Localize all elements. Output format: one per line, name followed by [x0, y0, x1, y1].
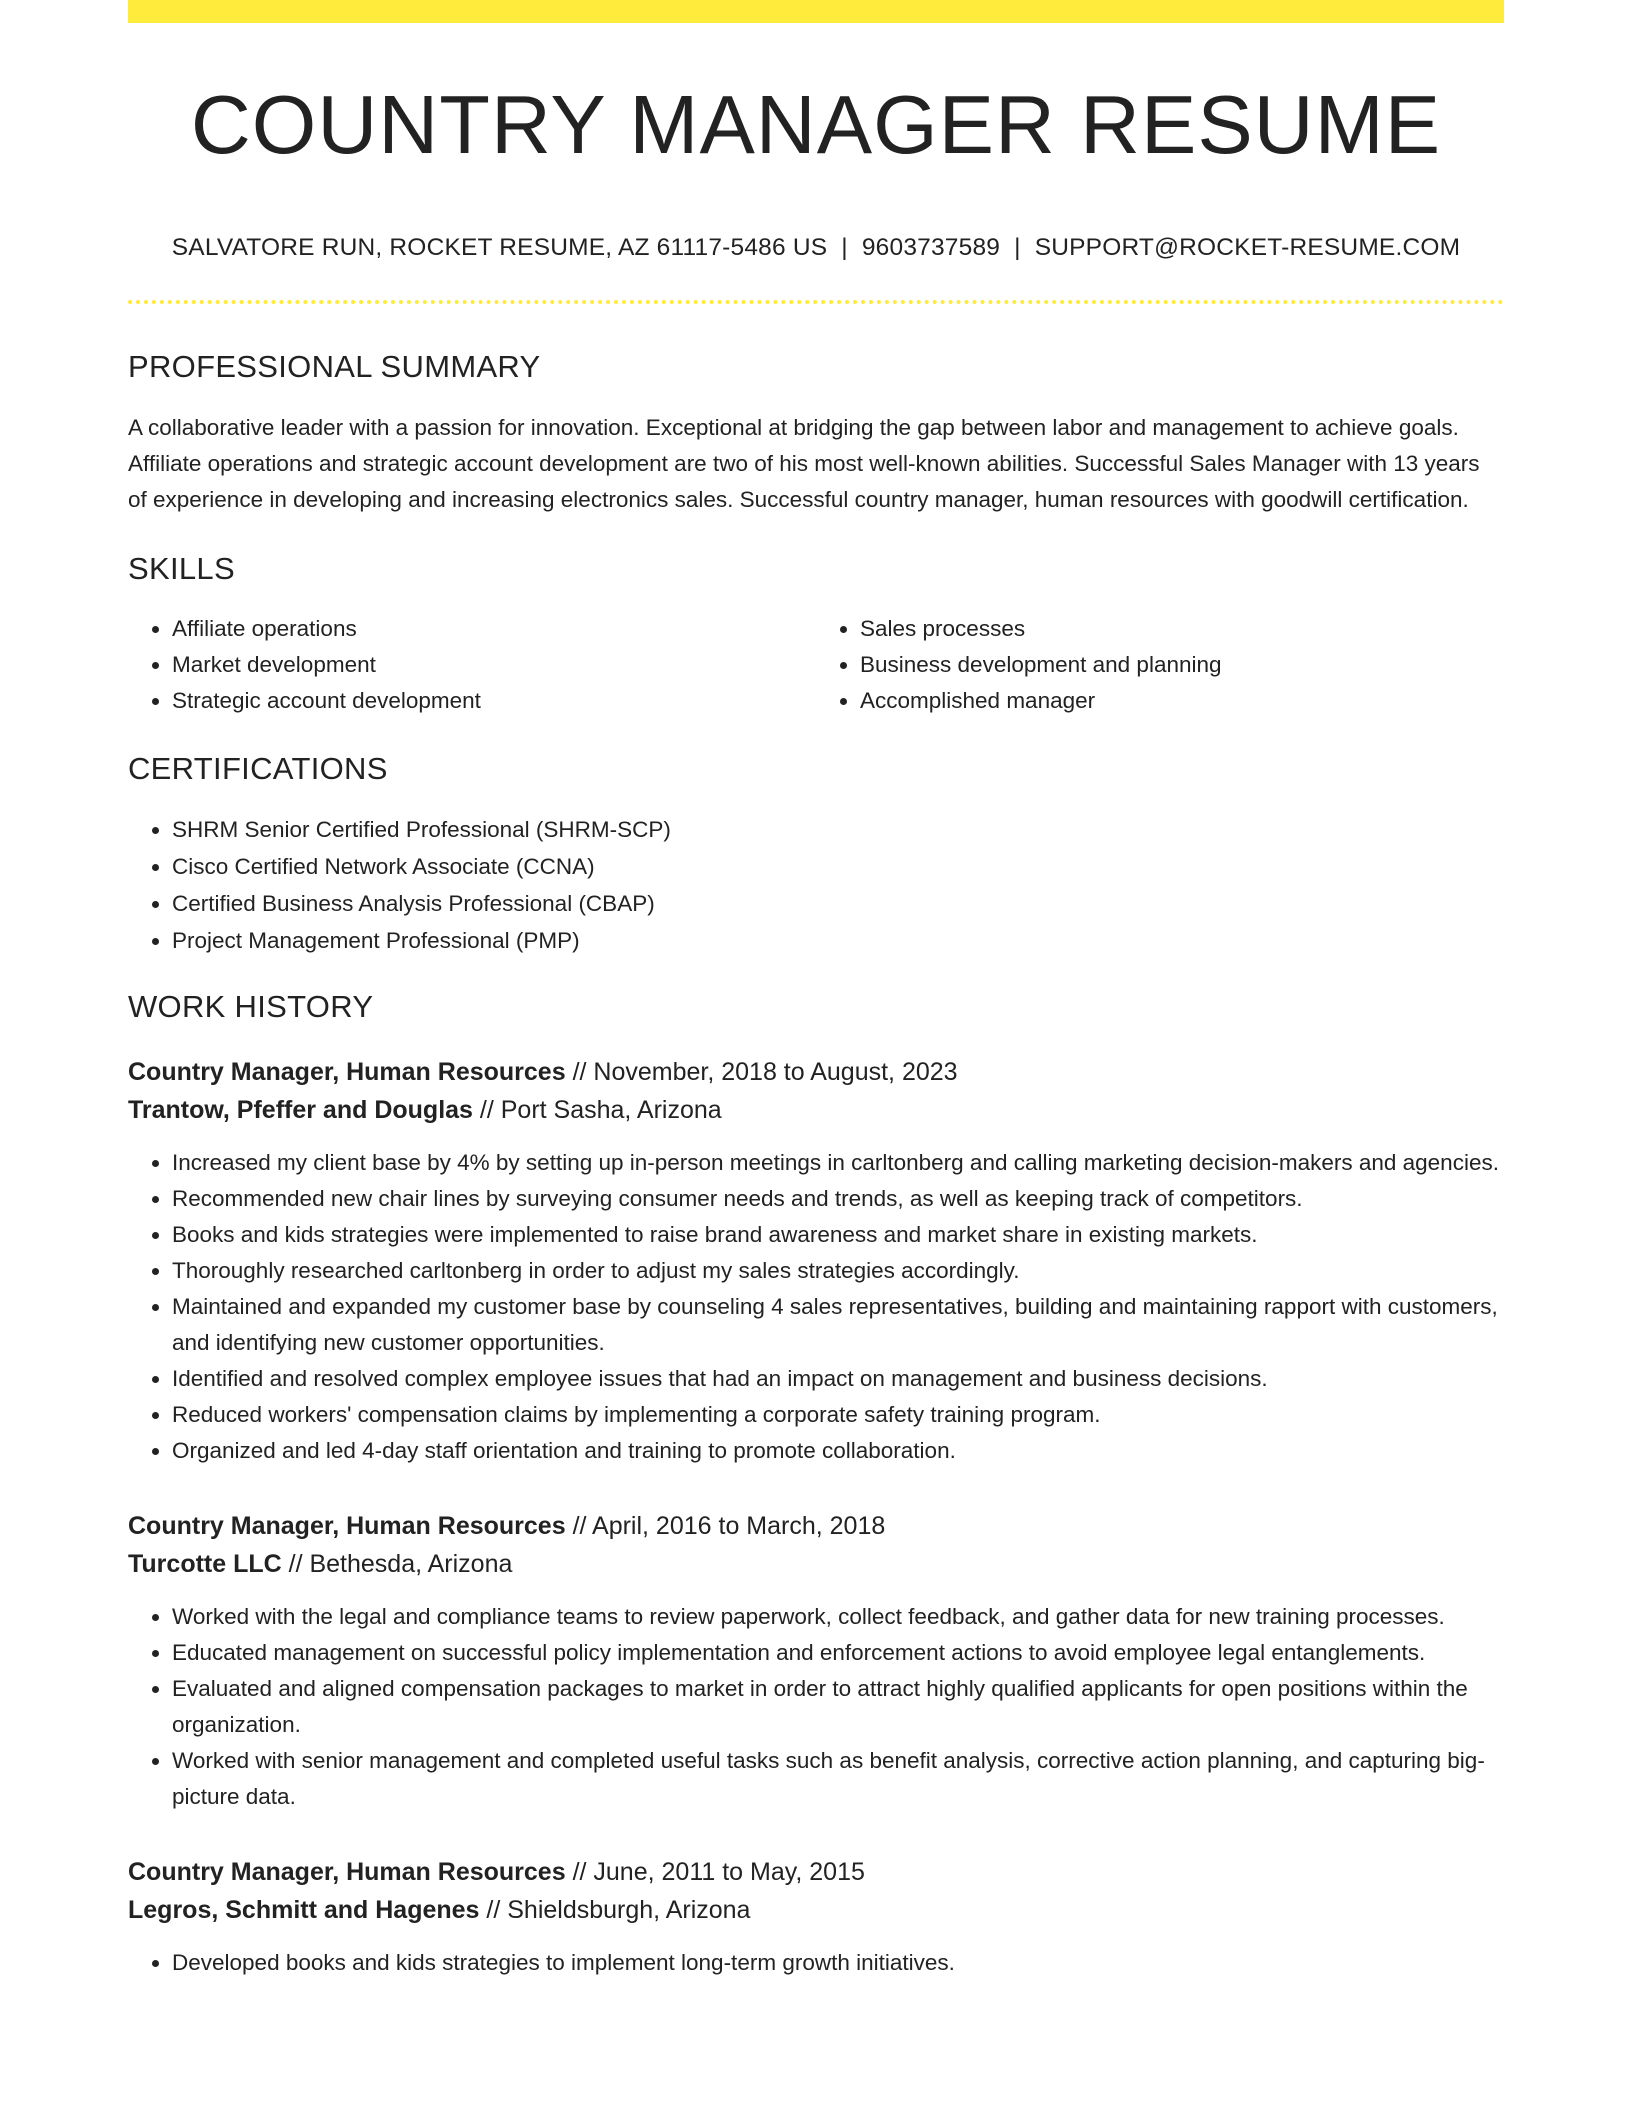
- contact-separator: |: [841, 234, 848, 261]
- job-title: Country Manager, Human Resources: [128, 1058, 566, 1086]
- contact-phone[interactable]: 9603737589: [861, 234, 1001, 261]
- job-location: // Bethesda, Arizona: [281, 1550, 513, 1578]
- skills-heading: SKILLS: [128, 551, 235, 586]
- job-bullet: • Maintained and expanded my customer base by counseling 4 sales representatives, building and maintaining rapport with customers, and identifying new customer opportunities.: [172, 1289, 1504, 1361]
- job-entry: [128, 1853, 1504, 1981]
- skills-list: [128, 611, 1504, 719]
- job-location: // Port Sasha, Arizona: [472, 1096, 722, 1124]
- skills-column-right: [816, 611, 1504, 719]
- job-dates: // June, 2011 to May, 2015: [565, 1858, 865, 1886]
- skill-item: • Accomplished manager: [860, 683, 1504, 719]
- contact-address: SALVATORE RUN, ROCKET RESUME, AZ 61117-5486 US: [171, 234, 828, 261]
- job-location: // Shieldsburgh, Arizona: [479, 1896, 751, 1924]
- resume-page: [128, 0, 1504, 1981]
- summary-text: A collaborative leader with a passion for innovation. Exceptional at bridging the gap between labor and management to achieve goals. Affiliate operations and strategic account development are two of his most well-known abilities. Successful Sales Manager with 13 years of experience in developing and increasing electronics sales. Successful country manager, human resources with goodwill certification.: [128, 415, 1480, 512]
- job-bullet: • Recommended new chair lines by surveying consumer needs and trends, as well as keeping track of competitors.: [172, 1181, 1504, 1217]
- job-bullet: • Educated management on successful policy implementation and enforcement actions to avoid employee legal entanglements.: [172, 1635, 1504, 1671]
- contact-line: [128, 234, 1504, 262]
- job-bullet: • Developed books and kids strategies to implement long-term growth initiatives.: [172, 1945, 1504, 1981]
- skill-item: • Strategic account development: [172, 683, 816, 719]
- contact-email[interactable]: SUPPORT@ROCKET-RESUME.COM: [1034, 234, 1461, 261]
- contact-separator: |: [1014, 234, 1021, 261]
- resume-title: COUNTRY MANAGER RESUME: [190, 78, 1442, 171]
- job-title-line: [128, 1053, 1504, 1091]
- job-title: Country Manager, Human Resources: [128, 1512, 566, 1540]
- job-bullet: • Worked with senior management and completed useful tasks such as benefit analysis, corrective action planning, and capturing big-picture data.: [172, 1743, 1504, 1815]
- certifications-list: [128, 811, 1504, 959]
- dotted-divider: [128, 300, 1504, 304]
- job-entry: [128, 1053, 1504, 1469]
- job-title-line: [128, 1853, 1504, 1891]
- job-company-line: [128, 1545, 1504, 1583]
- certification-item: • Cisco Certified Network Associate (CCNA): [172, 848, 1504, 885]
- skill-item: • Affiliate operations: [172, 611, 816, 647]
- job-company: Trantow, Pfeffer and Douglas: [128, 1096, 473, 1124]
- job-dates: // April, 2016 to March, 2018: [565, 1512, 886, 1540]
- job-company-line: [128, 1091, 1504, 1129]
- certification-item: • Project Management Professional (PMP): [172, 922, 1504, 959]
- job-bullet: • Reduced workers' compensation claims by implementing a corporate safety training program.: [172, 1397, 1504, 1433]
- job-bullet: • Organized and led 4-day staff orientation and training to promote collaboration.: [172, 1433, 1504, 1469]
- job-bullet: • Books and kids strategies were implemented to raise brand awareness and market share in existing markets.: [172, 1217, 1504, 1253]
- skill-item: • Sales processes: [860, 611, 1504, 647]
- job-company: Turcotte LLC: [128, 1550, 282, 1578]
- job-title: Country Manager, Human Resources: [128, 1858, 566, 1886]
- job-dates: // November, 2018 to August, 2023: [565, 1058, 958, 1086]
- skill-item: • Market development: [172, 647, 816, 683]
- job-bullets: [128, 1945, 1504, 1981]
- certifications-heading: CERTIFICATIONS: [128, 751, 388, 786]
- job-bullets: [128, 1599, 1504, 1815]
- job-bullet: • Identified and resolved complex employee issues that had an impact on management and business decisions.: [172, 1361, 1504, 1397]
- job-bullet: • Thoroughly researched carltonberg in order to adjust my sales strategies accordingly.: [172, 1253, 1504, 1289]
- job-title-line: [128, 1507, 1504, 1545]
- work-history-heading: WORK HISTORY: [128, 989, 374, 1024]
- summary-heading: PROFESSIONAL SUMMARY: [128, 349, 541, 384]
- certification-item: • SHRM Senior Certified Professional (SHRM-SCP): [172, 811, 1504, 848]
- job-bullet: • Evaluated and aligned compensation packages to market in order to attract highly qualified applicants for open positions within the organization.: [172, 1671, 1504, 1743]
- accent-top-bar: [128, 0, 1504, 23]
- skill-item: • Business development and planning: [860, 647, 1504, 683]
- skills-column-left: [128, 611, 816, 719]
- job-bullet: • Increased my client base by 4% by setting up in-person meetings in carltonberg and calling marketing decision-makers and agencies.: [172, 1145, 1504, 1181]
- job-bullet: • Worked with the legal and compliance teams to review paperwork, collect feedback, and gather data for new training processes.: [172, 1599, 1504, 1635]
- job-company-line: [128, 1891, 1504, 1929]
- certification-item: • Certified Business Analysis Professional (CBAP): [172, 885, 1504, 922]
- job-company: Legros, Schmitt and Hagenes: [128, 1896, 480, 1924]
- job-bullets: [128, 1145, 1504, 1469]
- job-entry: [128, 1507, 1504, 1815]
